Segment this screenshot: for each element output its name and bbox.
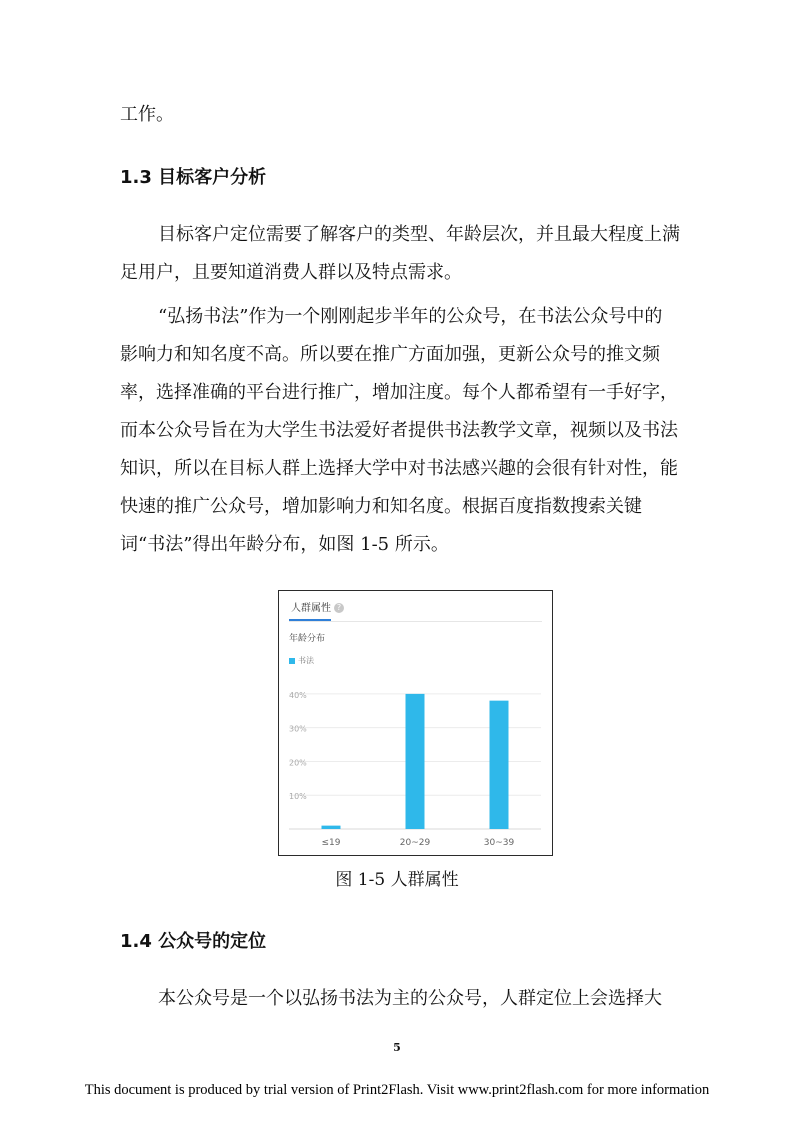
help-icon[interactable]: ? bbox=[334, 603, 344, 613]
y-tick-label: 30% bbox=[289, 724, 307, 734]
x-tick-label: 20~29 bbox=[399, 838, 431, 848]
age-distribution-figure bbox=[278, 590, 553, 856]
x-tick-label: 30~39 bbox=[483, 838, 515, 848]
paragraph-target-positioning: 目标客户定位需要了解客户的类型、年龄层次，并且最大程度上满足用户，且要知道消费人群以及特点需求。 bbox=[120, 224, 680, 283]
heading-1-4: 1.4 公众号的定位 bbox=[120, 931, 267, 952]
bar-chart bbox=[279, 591, 552, 855]
bar bbox=[322, 826, 341, 829]
paragraph-account-analysis: “弘扬书法”作为一个刚刚起步半年的公众号，在书法公众号中的影响力和知名度不高。所以要在推广方面加强，更新公众号的推文频率，选择准确的平台进行推广，增加注度。每个人都希望有一手好字，而本公众号旨在为大学生书法爱好者提供书法教学文章，视频以及书法知识，所以在目标人群上选择大学中对书法感兴趣的会很有针对性，能快速的推广公众号，增加影响力和知名度。根据百度指数搜索关键词“书法”得出年龄分布，如图 1-5 所示。 bbox=[120, 306, 678, 555]
bar bbox=[406, 694, 425, 829]
text-line-continuation: 工作。 bbox=[120, 104, 174, 125]
figure-caption: 图 1-5 人群属性 bbox=[335, 870, 459, 890]
legend-label: 书法 bbox=[298, 656, 314, 665]
paragraph-account-positioning: 本公众号是一个以弘扬书法为主的公众号，人群定位上会选择大 bbox=[158, 988, 662, 1009]
figure-tab-label: 人群属性 bbox=[291, 603, 331, 614]
y-tick-label: 10% bbox=[289, 792, 307, 802]
heading-1-3: 1.3 目标客户分析 bbox=[120, 167, 267, 188]
bar bbox=[490, 701, 509, 829]
page-number: 5 bbox=[393, 1041, 401, 1054]
y-tick-label: 20% bbox=[289, 758, 307, 768]
y-tick-label: 40% bbox=[289, 690, 307, 700]
figure-subtitle: 年龄分布 bbox=[289, 634, 326, 644]
x-tick-label: ≤19 bbox=[321, 838, 341, 848]
trial-footer: This document is produced by trial version of Print2Flash. Visit www.print2flash.com for more information bbox=[84, 1082, 710, 1098]
